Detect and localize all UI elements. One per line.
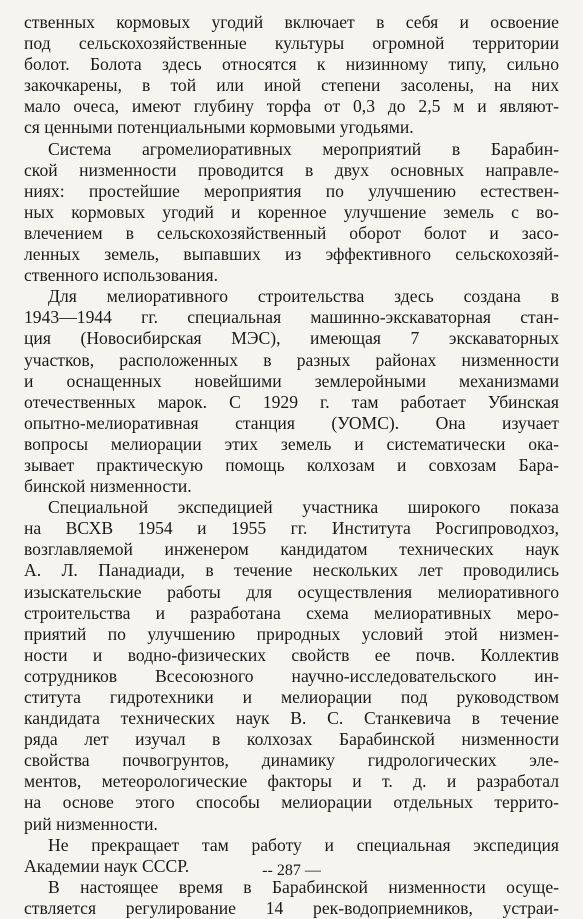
text-line: ция (Новосибирская МЭС), имеющая 7 экскаваторных [24, 328, 559, 349]
text-line: Специальной экспедицией участника широкого показа [48, 497, 559, 518]
text-line: вопросы мелиорации этих земель и систематически ока- [24, 433, 559, 454]
text-line: А. Л. Панадиади, в течение нескольких лет проводились [24, 560, 559, 581]
text-line: ниях: простейшие мероприятия по улучшению естествен- [24, 180, 559, 201]
paragraph [24, 12, 559, 139]
text-line: 1943—1944 гг. специальная машинно-экскаваторная стан- [24, 307, 559, 328]
text-line: ности и водно-физических свойств ее почв. Коллектив [24, 644, 559, 665]
text-line: Не прекращает там работу и специальная экспедиция [48, 834, 559, 855]
body-text [24, 12, 559, 919]
text-line: ственного использования. [24, 265, 218, 286]
text-line: возглавляемой инженером кандидатом технических наук [24, 539, 559, 560]
text-line: и оснащенных новейшими землеройными механизмами [24, 370, 559, 391]
text-line: мало очеса, имеют глубину торфа от 0,3 до 2,5 м и являют- [24, 96, 559, 117]
text-line: строительства и разработана схема мелиоративных меро- [24, 602, 559, 623]
text-line: кандидата технических наук В. С. Станкевича в течение [24, 708, 559, 729]
paragraph [24, 497, 559, 835]
paragraph [24, 139, 559, 287]
text-line: ленных земель, выпавших из эффективного сельскохозяй- [24, 244, 559, 265]
text-line: отечественных марок. С 1929 г. там работает Убинская [24, 391, 559, 412]
text-line: ряда лет изучал в колхозах Барабинской низменности [24, 729, 559, 750]
text-line: приятий по улучшению природных условий этой низмен- [24, 623, 559, 644]
text-line: Академии наук СССР. [24, 855, 190, 876]
text-line: ститута гидротехники и мелиорации под руководством [24, 687, 559, 707]
text-line: ся ценными потенциальными кормовыми угодьями. [24, 117, 414, 138]
text-line: участков, расположенных в разных районах низменности [24, 349, 559, 370]
paragraph [24, 877, 559, 919]
text-line: Система агромелиоративных мероприятий в Барабин- [48, 138, 559, 159]
text-line: бинской низменности. [24, 476, 192, 497]
text-line: болот. Болота здесь относятся к низинному типу, сильно [24, 54, 559, 75]
text-line: В настоящее время в Барабинской низменности осуще- [48, 876, 559, 897]
text-line: на основе этого способы мелиорации отдельных террито- [24, 792, 559, 813]
text-line: ственных кормовых угодий включает в себя и освоение [24, 12, 559, 32]
text-line: ствляется регулирование 14 рек-водоприемников, устраи- [24, 897, 559, 918]
text-line: зывает практическую помощь колхозам и совхозам Бара- [24, 454, 559, 475]
paragraph [24, 286, 559, 497]
text-line: Для мелиоративного строительства здесь создана в [48, 286, 559, 307]
text-line: ных кормовых угодий и коренное улучшение земель с во- [24, 201, 559, 222]
text-line: на ВСХВ 1954 и 1955 гг. Института Росгипроводхоз, [24, 518, 559, 539]
text-line: изыскательские работы для осуществления мелиоративного [24, 581, 559, 602]
text-line: под сельскохозяйственные культуры огромной территории [24, 33, 559, 54]
text-line: свойства почвогрунтов, динамику гидрологических эле- [24, 750, 559, 771]
text-line: опытно-мелиоративная станция (УОМС). Она изучает [24, 412, 559, 433]
text-line: влечением в сельскохозяйственный оборот болот и засо- [24, 222, 559, 243]
text-line: рий низменности. [24, 813, 158, 834]
text-line: ментов, метеорологические факторы и т. д. и разработал [24, 771, 559, 792]
page-number: -- 287 — [262, 862, 321, 879]
text-line: закочкарены, в той или иной степени засолены, на них [24, 75, 559, 96]
text-line: ской низменности проводится в двух основных направле- [24, 159, 559, 180]
text-line: сотрудников Всесоюзного научно-исследовательского ин- [24, 665, 559, 686]
